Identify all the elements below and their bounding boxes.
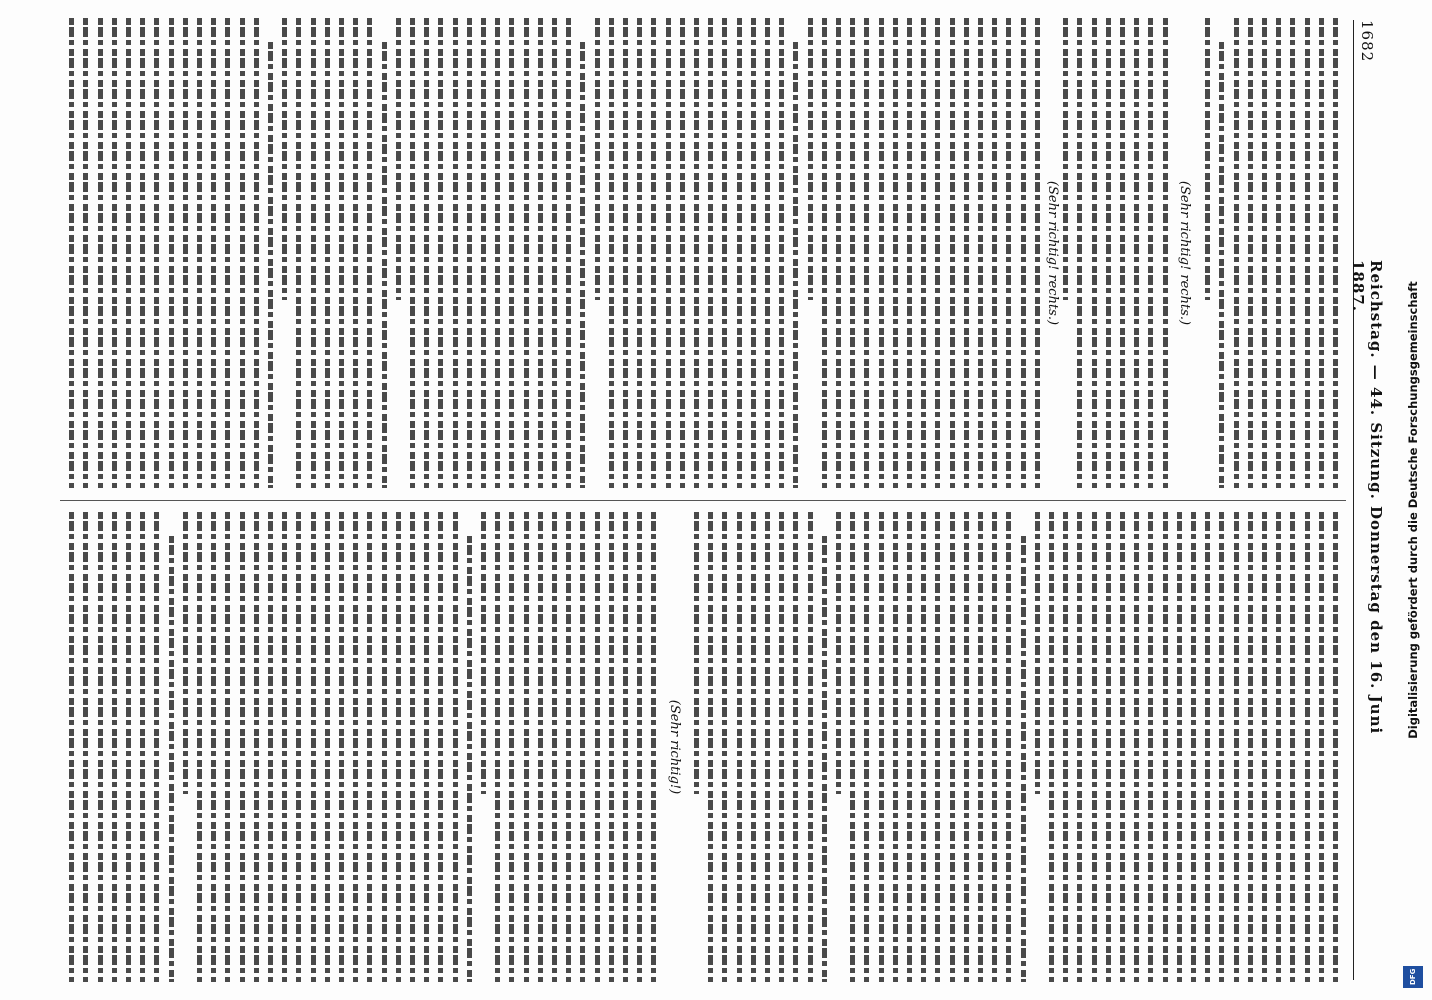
text-line [708, 18, 713, 488]
text-line [1035, 512, 1040, 794]
text-line [552, 18, 557, 488]
text-line [524, 512, 529, 982]
text-line [353, 512, 358, 982]
text-line [254, 18, 259, 488]
text-line [921, 512, 926, 982]
text-line [609, 18, 614, 488]
text-line [1148, 18, 1153, 488]
text-line [1234, 512, 1239, 982]
text-line [225, 512, 230, 982]
text-line [1319, 18, 1324, 488]
text-line [211, 512, 216, 982]
text-line [552, 512, 557, 982]
text-line [850, 18, 855, 488]
text-line [1305, 18, 1310, 488]
text-line [765, 18, 770, 488]
text-line [367, 512, 372, 982]
text-line [268, 512, 273, 982]
text-line [481, 512, 486, 794]
text-line [1021, 18, 1026, 488]
right-column [60, 512, 1342, 982]
text-line [935, 18, 940, 488]
text-line [353, 18, 358, 488]
text-line [83, 18, 88, 488]
text-line [154, 18, 159, 488]
text-line [112, 512, 117, 982]
text-line [339, 512, 344, 982]
text-line [1276, 18, 1281, 488]
text-line [651, 512, 656, 982]
text-line [396, 512, 401, 982]
text-line [737, 512, 742, 982]
text-line [779, 512, 784, 982]
left-column-text [60, 18, 1342, 488]
text-line [126, 512, 131, 982]
text-line [240, 512, 245, 982]
text-line [580, 42, 585, 488]
text-line [978, 512, 983, 982]
text-line [1077, 18, 1082, 488]
text-line [595, 512, 600, 982]
text-line [1290, 18, 1295, 488]
text-line [538, 18, 543, 488]
digitization-credit: Digitalisierung gefördert durch die Deutsche Forschungsgemeinschaft [1406, 281, 1420, 739]
text-line [481, 18, 486, 488]
text-line [921, 18, 926, 488]
text-line [737, 18, 742, 488]
text-line [1077, 512, 1082, 982]
rotated-page [46, 10, 1386, 990]
column-divider [60, 500, 1346, 501]
text-line [1163, 18, 1168, 488]
text-line [1106, 18, 1111, 488]
text-line [296, 18, 301, 488]
text-line [580, 512, 585, 982]
text-line [1148, 512, 1153, 982]
text-line [907, 512, 912, 982]
text-line [722, 512, 727, 982]
text-line [879, 18, 884, 488]
text-line [453, 512, 458, 982]
text-line [1333, 512, 1338, 982]
text-line [666, 18, 671, 488]
text-line [637, 512, 642, 982]
text-line [722, 18, 727, 488]
text-line [1205, 18, 1210, 300]
text-line [140, 18, 145, 488]
text-line [893, 18, 898, 488]
text-line [524, 18, 529, 488]
text-line [836, 18, 841, 488]
text-line [282, 18, 287, 300]
text-line [1262, 512, 1267, 982]
text-line [1035, 18, 1040, 488]
text-line [779, 18, 784, 488]
text-line [225, 18, 230, 488]
text-line [950, 18, 955, 488]
text-line [69, 512, 74, 982]
text-line [1333, 18, 1338, 488]
text-line [509, 512, 514, 982]
text-line [1092, 512, 1097, 982]
text-line [822, 18, 827, 488]
text-line [822, 536, 827, 982]
text-line [410, 18, 415, 488]
text-line [98, 512, 103, 982]
text-line [438, 18, 443, 488]
text-line [1219, 512, 1224, 982]
text-line [907, 18, 912, 488]
text-line [240, 18, 245, 488]
text-line [864, 512, 869, 982]
text-line [183, 18, 188, 488]
text-line [197, 18, 202, 488]
text-line [339, 18, 344, 488]
text-line [992, 512, 997, 982]
text-line [112, 18, 117, 488]
text-line [1120, 18, 1125, 488]
text-line [964, 18, 969, 488]
text-line [1021, 536, 1026, 982]
text-line [495, 512, 500, 982]
text-line [296, 512, 301, 982]
text-line [154, 512, 159, 982]
text-line [410, 512, 415, 982]
text-line [438, 512, 443, 982]
text-line [509, 18, 514, 488]
text-line [325, 18, 330, 488]
text-line [751, 18, 756, 488]
text-line [1063, 512, 1068, 982]
text-line [708, 512, 713, 982]
text-line [254, 512, 259, 982]
text-line [1234, 18, 1239, 488]
text-line [623, 512, 628, 982]
text-line [1049, 512, 1054, 982]
text-line [1006, 512, 1011, 982]
text-line [992, 18, 997, 488]
text-line [1120, 512, 1125, 982]
text-line [751, 512, 756, 982]
text-line [1106, 512, 1111, 982]
text-line [1063, 18, 1068, 300]
text-line [1248, 512, 1253, 982]
text-line [808, 512, 813, 982]
text-line [453, 18, 458, 488]
text-line [140, 512, 145, 982]
right-column-text [60, 512, 1342, 982]
text-line [382, 42, 387, 488]
text-line [1205, 512, 1210, 982]
text-line [311, 512, 316, 982]
stage-direction: (Sehr richtig!) [667, 699, 682, 795]
text-line [211, 18, 216, 488]
text-line [864, 18, 869, 488]
text-line [382, 512, 387, 982]
text-line [495, 18, 500, 488]
text-line [566, 18, 571, 488]
text-line [325, 512, 330, 982]
text-line [268, 42, 273, 488]
text-line [1177, 512, 1182, 982]
text-line [1248, 18, 1253, 488]
text-line [282, 512, 287, 982]
text-line [538, 512, 543, 982]
text-line [1191, 512, 1196, 982]
text-line [793, 42, 798, 488]
text-line [978, 18, 983, 488]
left-column [60, 18, 1342, 488]
text-line [595, 18, 600, 300]
stage-direction: (Sehr richtig! rechts.) [1177, 180, 1192, 326]
stage-direction: (Sehr richtig! rechts.) [1045, 180, 1060, 326]
page-header [1349, 20, 1385, 980]
text-line [367, 18, 372, 488]
text-line [836, 512, 841, 794]
text-line [1092, 18, 1097, 488]
text-line [950, 512, 955, 982]
page-number: 1682 [1358, 20, 1376, 63]
text-line [169, 536, 174, 982]
text-line [467, 18, 472, 488]
text-line [1290, 512, 1295, 982]
text-line [1219, 42, 1224, 488]
text-line [850, 512, 855, 982]
text-line [396, 18, 401, 300]
text-line [566, 512, 571, 982]
running-title: Reichstag. — 44. Sitzung. Donnerstag den 16. Juni 1887. [1349, 260, 1385, 735]
text-line [694, 512, 699, 794]
text-line [765, 512, 770, 982]
text-line [793, 512, 798, 982]
text-line [126, 18, 131, 488]
text-line [651, 18, 656, 488]
text-line [1006, 18, 1011, 488]
text-line [808, 18, 813, 300]
text-line [169, 18, 174, 488]
text-line [197, 512, 202, 982]
text-line [1163, 512, 1168, 982]
text-line [935, 512, 940, 982]
text-line [467, 536, 472, 982]
text-line [1134, 18, 1139, 488]
text-line [424, 18, 429, 488]
text-line [879, 512, 884, 982]
text-line [623, 18, 628, 488]
text-line [98, 18, 103, 488]
text-line [893, 512, 898, 982]
text-line [1319, 512, 1324, 982]
text-line [694, 18, 699, 488]
text-line [1276, 512, 1281, 982]
text-line [964, 512, 969, 982]
text-line [637, 18, 642, 488]
text-line [311, 18, 316, 488]
text-line [1305, 512, 1310, 982]
text-line [680, 18, 685, 488]
text-line [69, 18, 74, 488]
text-line [609, 512, 614, 982]
text-line [83, 512, 88, 982]
text-line [424, 512, 429, 982]
text-line [1134, 512, 1139, 982]
text-line [183, 512, 188, 794]
dfg-logo: DFG [1403, 966, 1423, 988]
text-line [1262, 18, 1267, 488]
